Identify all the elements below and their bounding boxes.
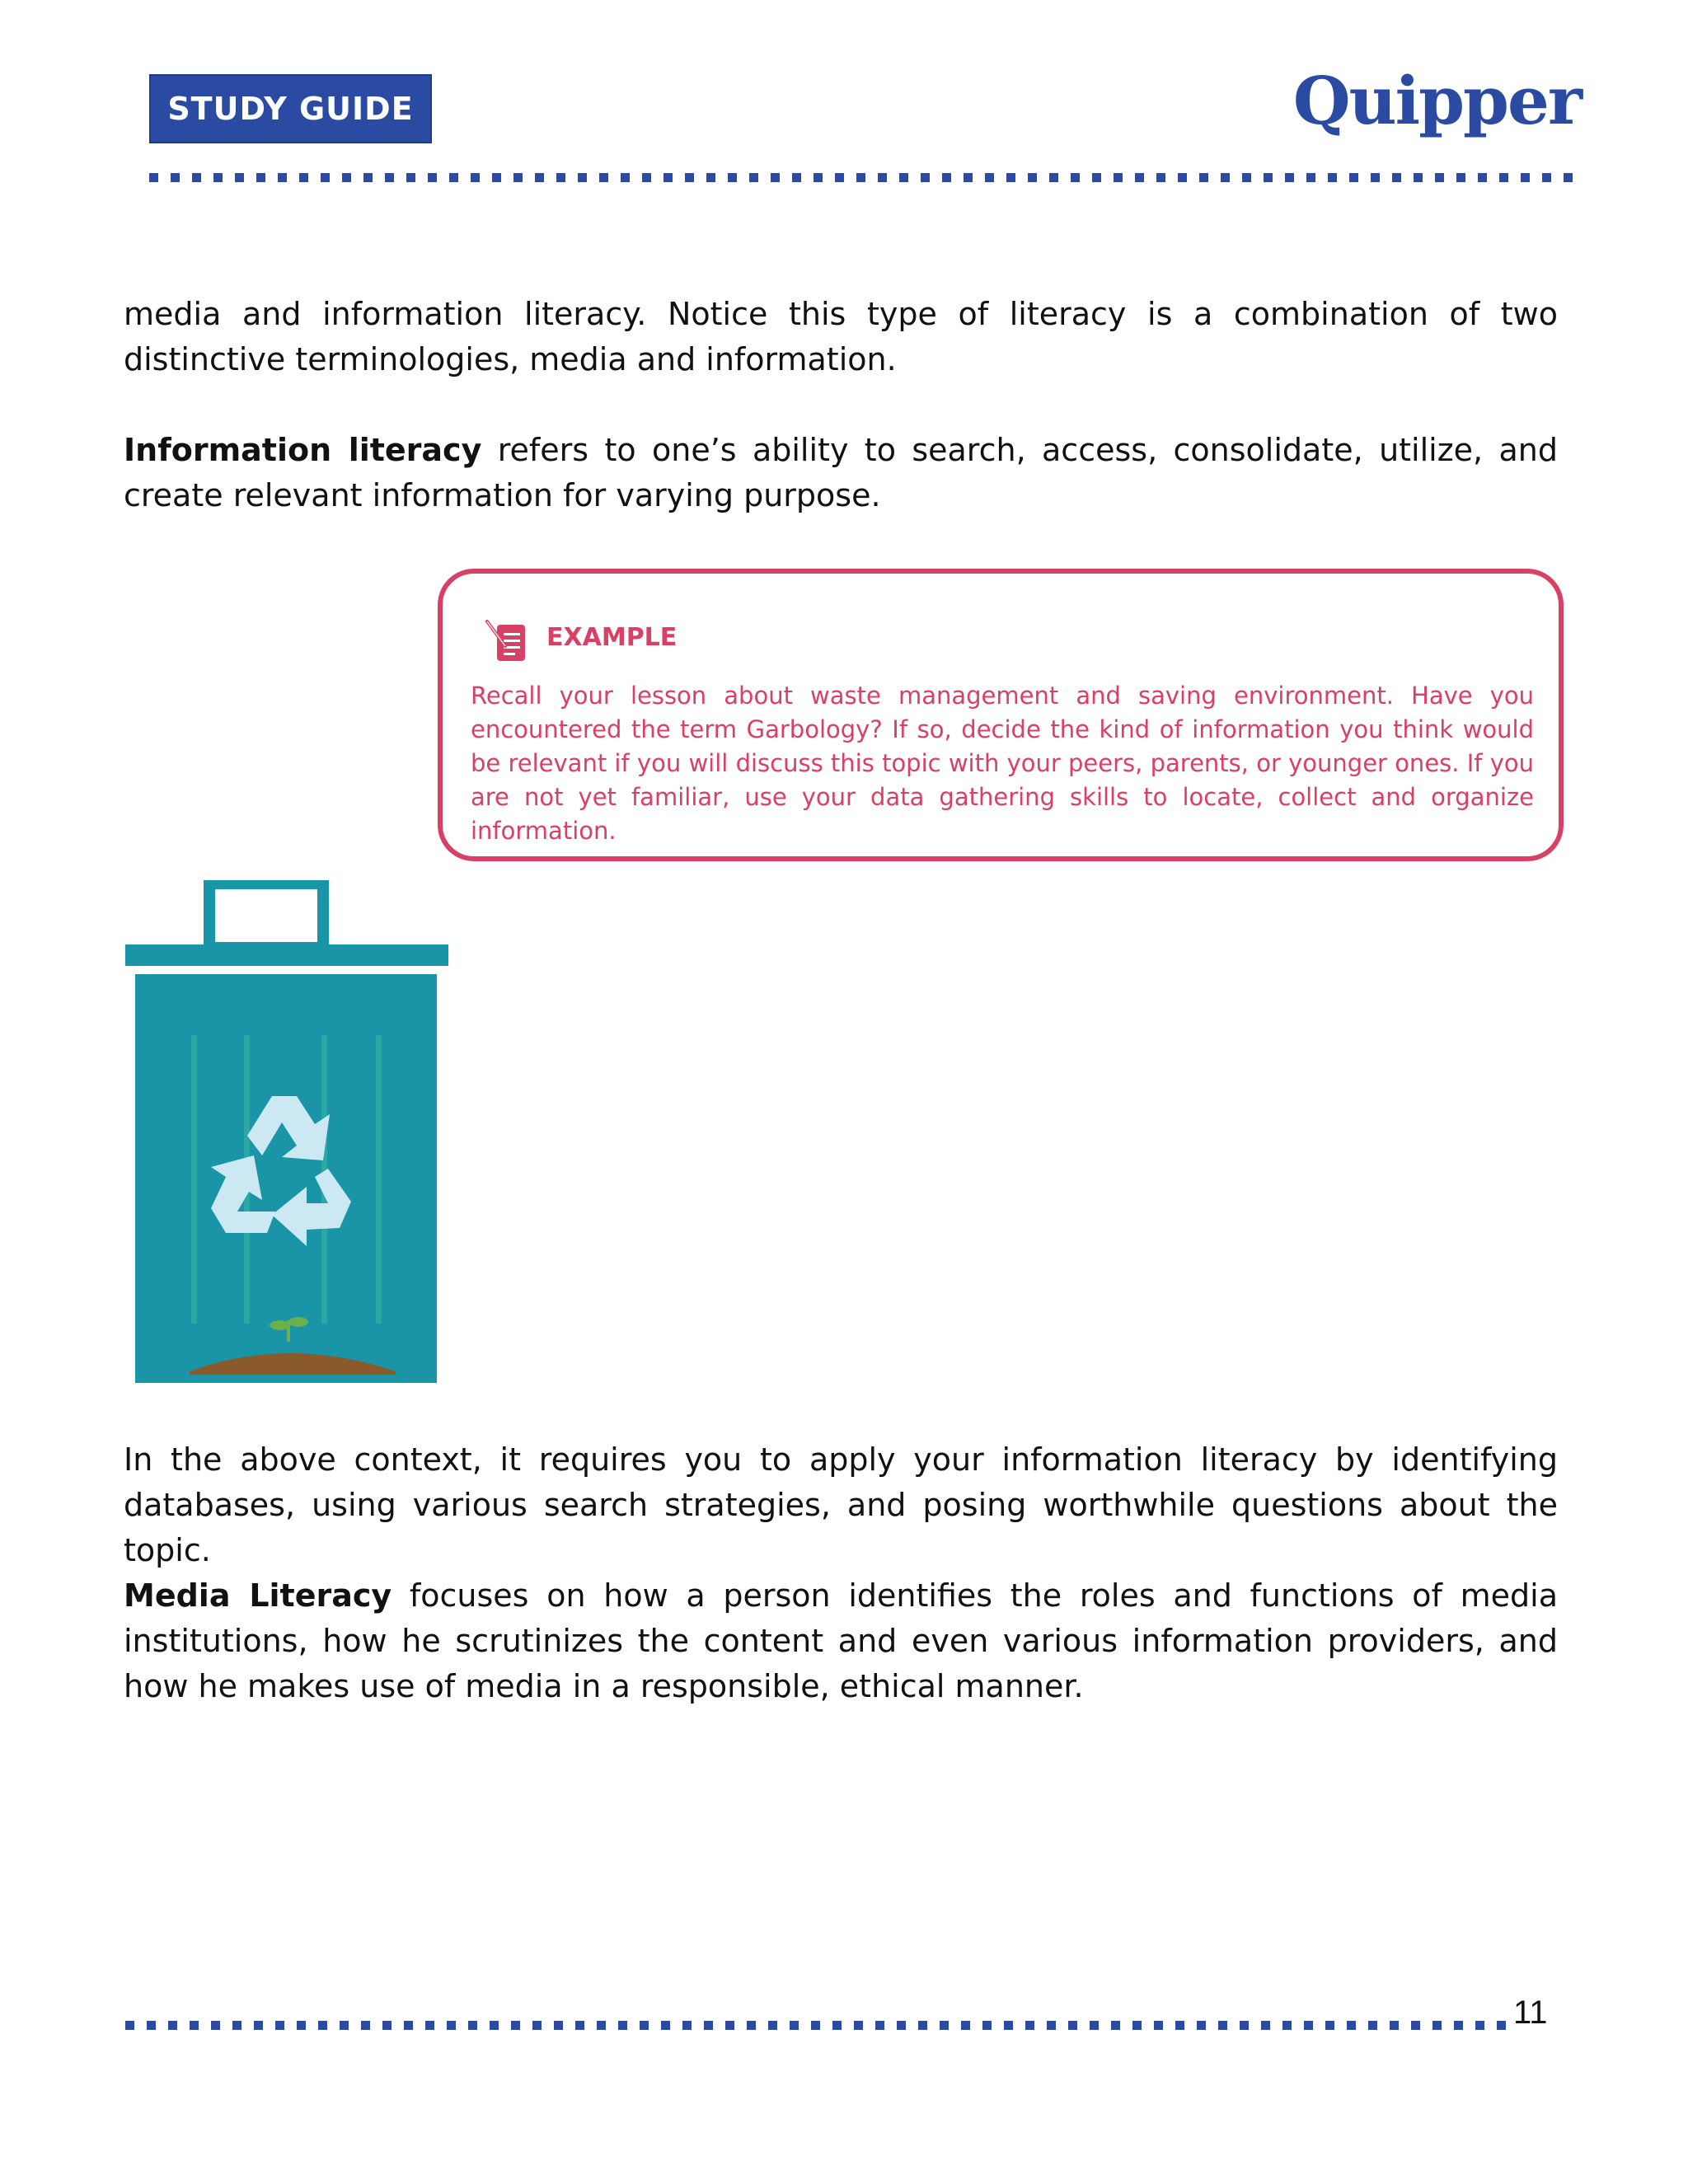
example-text: Recall your lesson about waste management and saving environment. Have you encountered the term Garbology? If so, decide the kind of information you think would be relevant if you will discuss this topic with your peers, parents, or younger ones. If you are not yet familiar, use your data gathering skills to locate, collect and organize information.	[471, 682, 1534, 845]
footer-divider	[125, 2021, 1510, 2030]
paragraph-information-literacy	[124, 428, 1558, 518]
quipper-logo: Quipper	[1292, 62, 1581, 139]
page-number: 11	[1513, 1994, 1548, 2031]
document-pencil-icon	[484, 618, 532, 666]
paragraph-context: In the above context, it requires you to apply your information literacy by identifying databases, using various search strategies, and posing worthwhile questions about the topic.	[124, 1441, 1558, 1568]
example-box	[438, 569, 1564, 861]
paragraph-intro: media and information literacy. Notice this type of literacy is a combination of two distinctive terminologies, media and information.	[124, 296, 1558, 377]
recycling-bin-icon	[124, 880, 453, 1383]
example-title: EXAMPLE	[546, 623, 678, 652]
term-information-literacy: Information literacy	[124, 432, 482, 468]
bin-lid	[125, 944, 448, 966]
paragraph-media-literacy	[124, 1573, 1558, 1709]
header-divider	[149, 173, 1583, 182]
term-media-literacy: Media Literacy	[124, 1577, 392, 1614]
definition-media-literacy: focuses on how a person identifies the roles and functions of media institutions, how he scrutinizes the content and even various information providers, and how he makes use of media in a responsible, ethical manner.	[124, 1577, 1558, 1704]
definition-information-literacy: refers to one’s ability to search, access, consolidate, utilize, and create relevant information for varying purpose.	[124, 432, 1558, 513]
bin-handle	[209, 883, 323, 948]
study-guide-badge: STUDY GUIDE	[149, 74, 432, 143]
